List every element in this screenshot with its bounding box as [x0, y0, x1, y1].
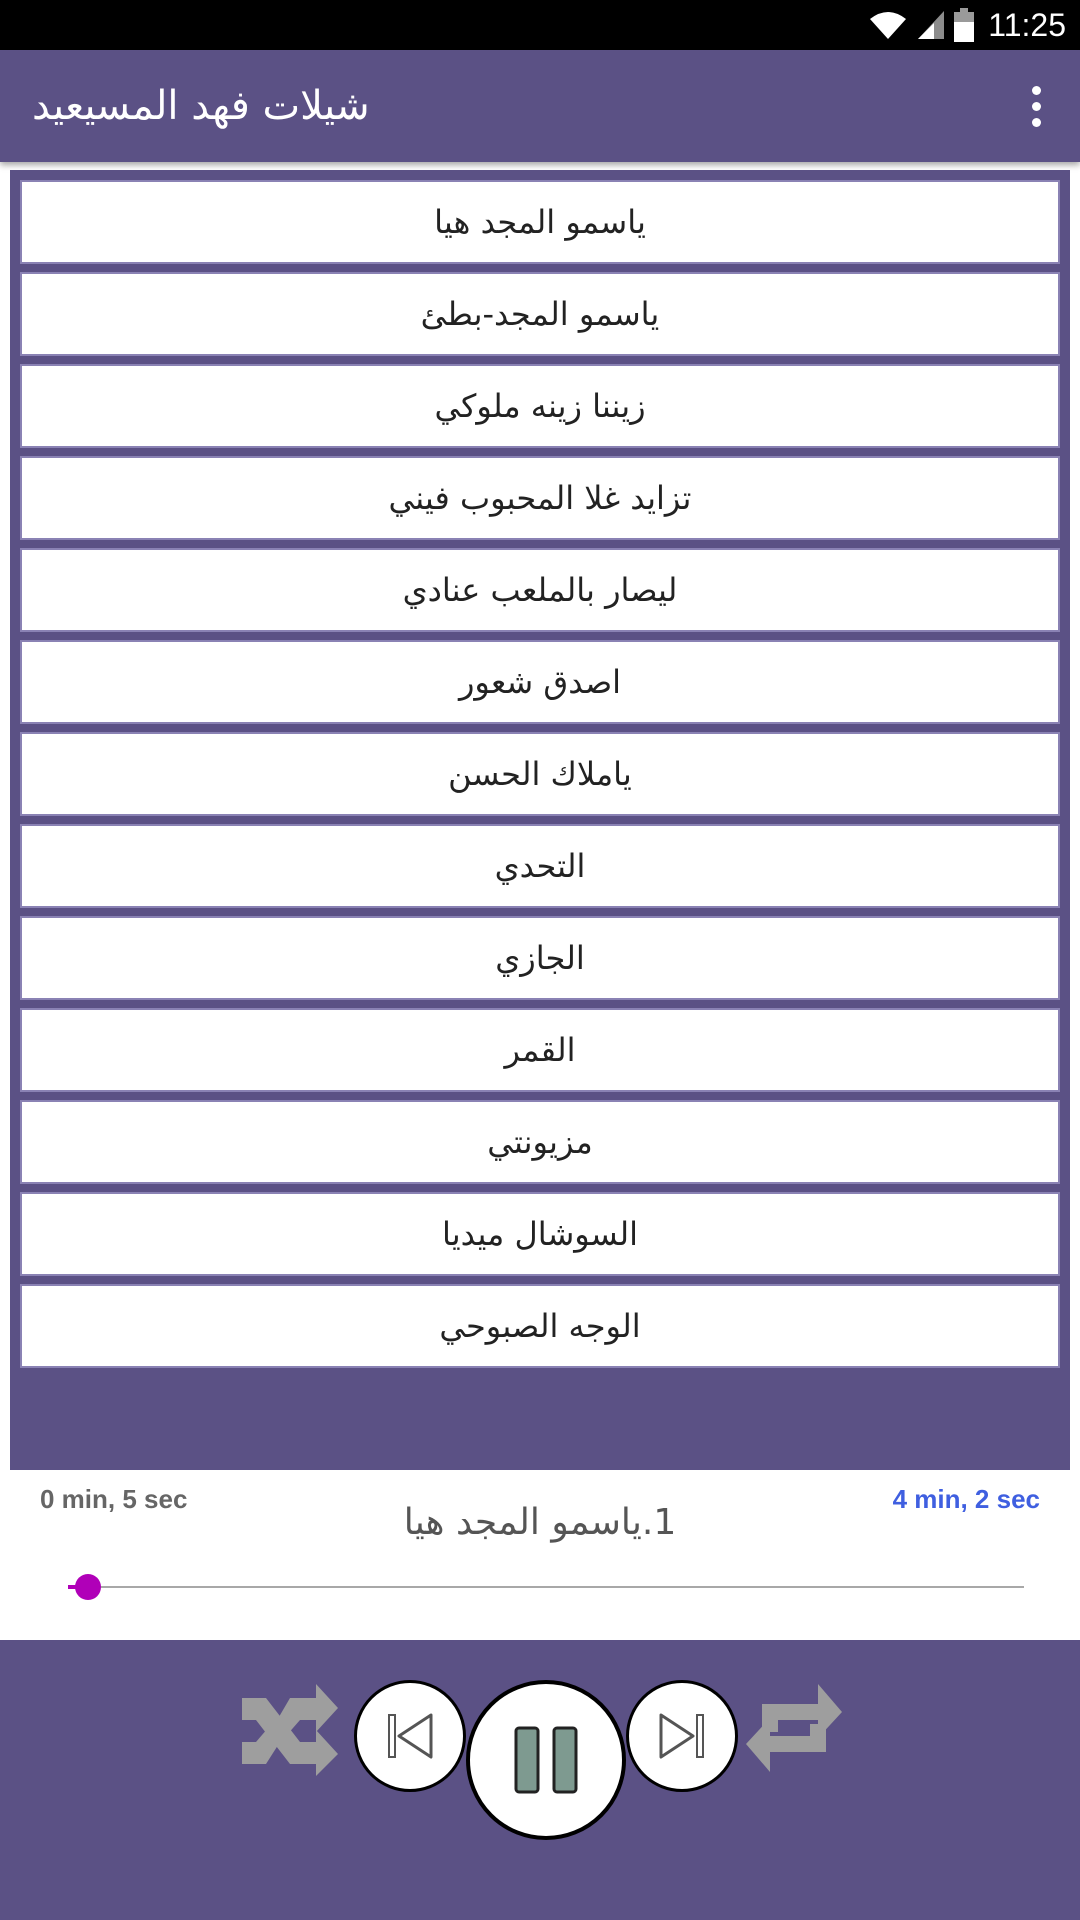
pause-icon: [510, 1724, 582, 1796]
player-info: [0, 1470, 1080, 1640]
track-item[interactable]: [20, 548, 1060, 632]
battery-icon: [954, 8, 974, 42]
track-item[interactable]: [20, 180, 1060, 264]
track-item[interactable]: [20, 824, 1060, 908]
playlist: [10, 170, 1070, 1470]
overflow-menu-icon: [1032, 86, 1041, 95]
track-item[interactable]: [20, 364, 1060, 448]
shuffle-icon: [242, 1684, 338, 1776]
track-title: مزيونتي: [487, 1123, 593, 1161]
track-title: ليصار بالملعب عنادي: [402, 571, 678, 609]
repeat-icon: [746, 1684, 842, 1772]
track-title: القمر: [504, 1031, 576, 1069]
signal-icon: [916, 9, 946, 41]
track-title: الوجه الصبوحي: [439, 1307, 641, 1345]
track-item[interactable]: [20, 916, 1060, 1000]
track-title: ياملاك الحسن: [448, 755, 632, 793]
app-title: شيلات فهد المسيعيد: [32, 83, 370, 129]
track-item[interactable]: [20, 1008, 1060, 1092]
total-time: 4 min, 2 sec: [892, 1484, 1040, 1514]
wifi-icon: [868, 9, 908, 41]
track-item[interactable]: [20, 640, 1060, 724]
overflow-menu-icon-dot: [1032, 102, 1041, 111]
track-title: ياسمو المجد هيا: [434, 203, 646, 241]
previous-button[interactable]: [354, 1680, 466, 1792]
status-time: 11:25: [988, 6, 1066, 43]
shuffle-button[interactable]: [238, 1680, 342, 1776]
track-item[interactable]: [20, 1284, 1060, 1368]
next-button[interactable]: [626, 1680, 738, 1792]
track-item[interactable]: [20, 456, 1060, 540]
previous-icon: [383, 1709, 437, 1763]
track-item[interactable]: [20, 1192, 1060, 1276]
next-icon: [655, 1709, 709, 1763]
overflow-menu-button[interactable]: [1012, 82, 1060, 130]
track-title: السوشال ميديا: [442, 1215, 638, 1253]
track-title: اصدق شعور: [458, 663, 622, 701]
now-playing-title: 1.ياسمو المجد هيا: [403, 1502, 677, 1543]
track-item[interactable]: [20, 1100, 1060, 1184]
repeat-button[interactable]: [742, 1680, 846, 1776]
overflow-menu-icon-dot: [1032, 118, 1041, 127]
track-title: زيننا زينه ملوكي: [434, 387, 646, 425]
playback-controls: [0, 1640, 1080, 1920]
status-icons: [868, 0, 1066, 50]
track-item[interactable]: [20, 272, 1060, 356]
seek-bar[interactable]: [68, 1586, 1024, 1588]
track-title: ياسمو المجد-بطئ: [420, 295, 660, 333]
track-item[interactable]: [20, 732, 1060, 816]
current-time: 0 min, 5 sec: [40, 1484, 188, 1514]
app-bar: [0, 50, 1080, 162]
track-title: الجازي: [495, 939, 585, 977]
track-title: التحدي: [494, 847, 586, 885]
seek-thumb[interactable]: [75, 1574, 101, 1600]
pause-button[interactable]: [466, 1680, 626, 1840]
status-bar: [0, 0, 1080, 50]
track-title: تزايد غلا المحبوب فيني: [388, 479, 692, 517]
